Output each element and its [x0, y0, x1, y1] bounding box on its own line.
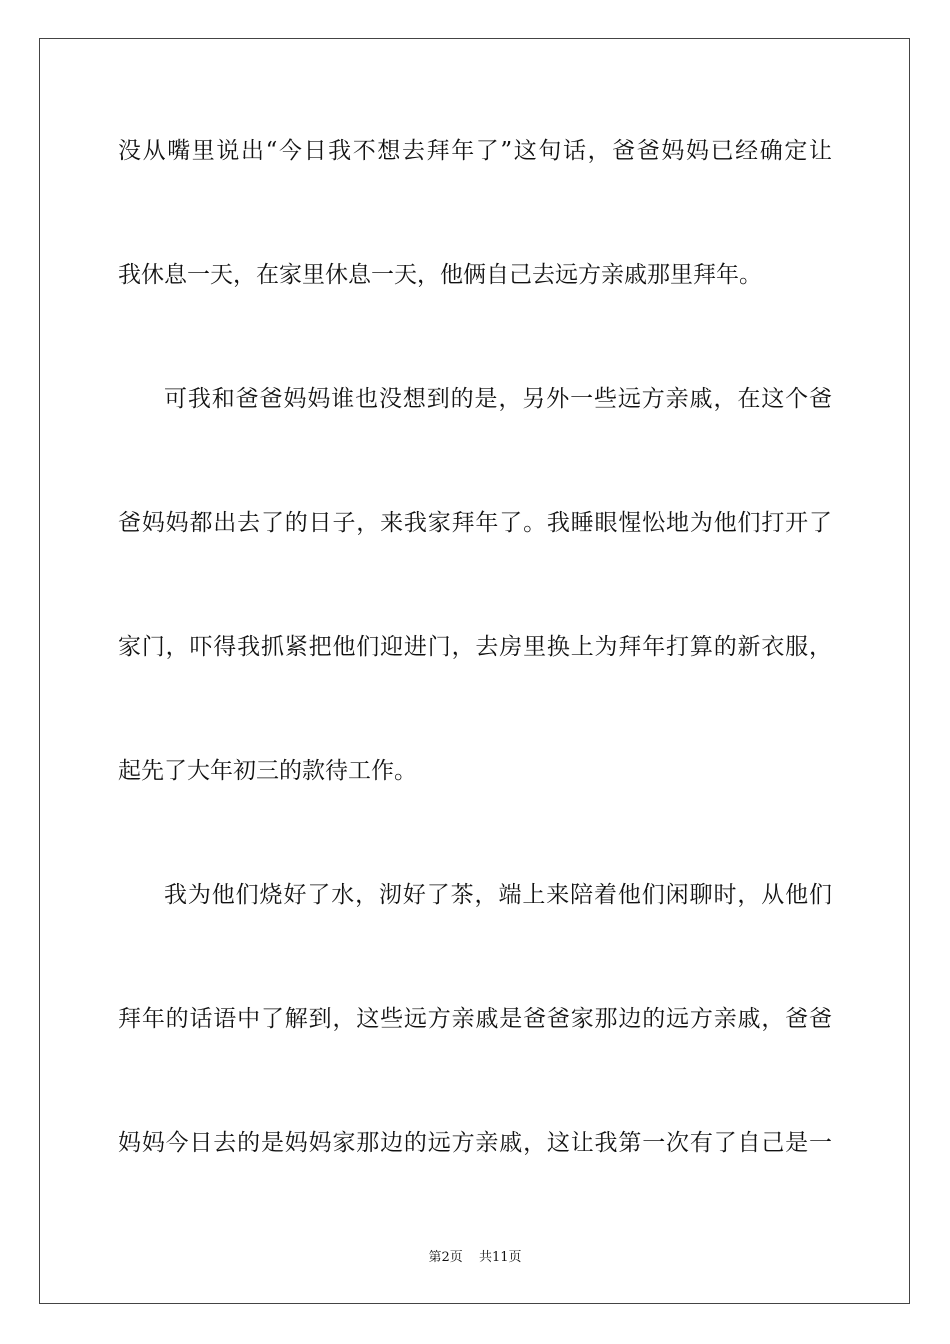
page-footer	[0, 1246, 950, 1265]
text-line-8: 拜年的话语中了解到，这些远方亲戚是爸爸家那边的远方亲戚，爸爸	[118, 1006, 832, 1032]
text-line-4: 爸妈妈都出去了的日子，来我家拜年了。我睡眼惺忪地为他们打开了	[118, 510, 832, 536]
page-number: 第2页	[428, 1250, 463, 1265]
page-border	[39, 38, 910, 1304]
text-line-5: 家门，吓得我抓紧把他们迎进门，去房里换上为拜年打算的新衣服，	[118, 634, 832, 660]
page-total: 共11页	[478, 1250, 522, 1265]
text-line-1: 没从嘴里说出“今日我不想去拜年了”这句话，爸爸妈妈已经确定让	[118, 138, 832, 164]
text-line-6: 起先了大年初三的款待工作。	[118, 758, 417, 784]
text-line-2: 我休息一天，在家里休息一天，他俩自己去远方亲戚那里拜年。	[118, 262, 762, 288]
text-line-7: 我为他们烧好了水，沏好了茶，端上来陪着他们闲聊时，从他们	[164, 882, 832, 908]
text-line-3: 可我和爸爸妈妈谁也没想到的是，另外一些远方亲戚，在这个爸	[164, 386, 832, 412]
text-line-9: 妈妈今日去的是妈妈家那边的远方亲戚，这让我第一次有了自己是一	[118, 1130, 832, 1156]
